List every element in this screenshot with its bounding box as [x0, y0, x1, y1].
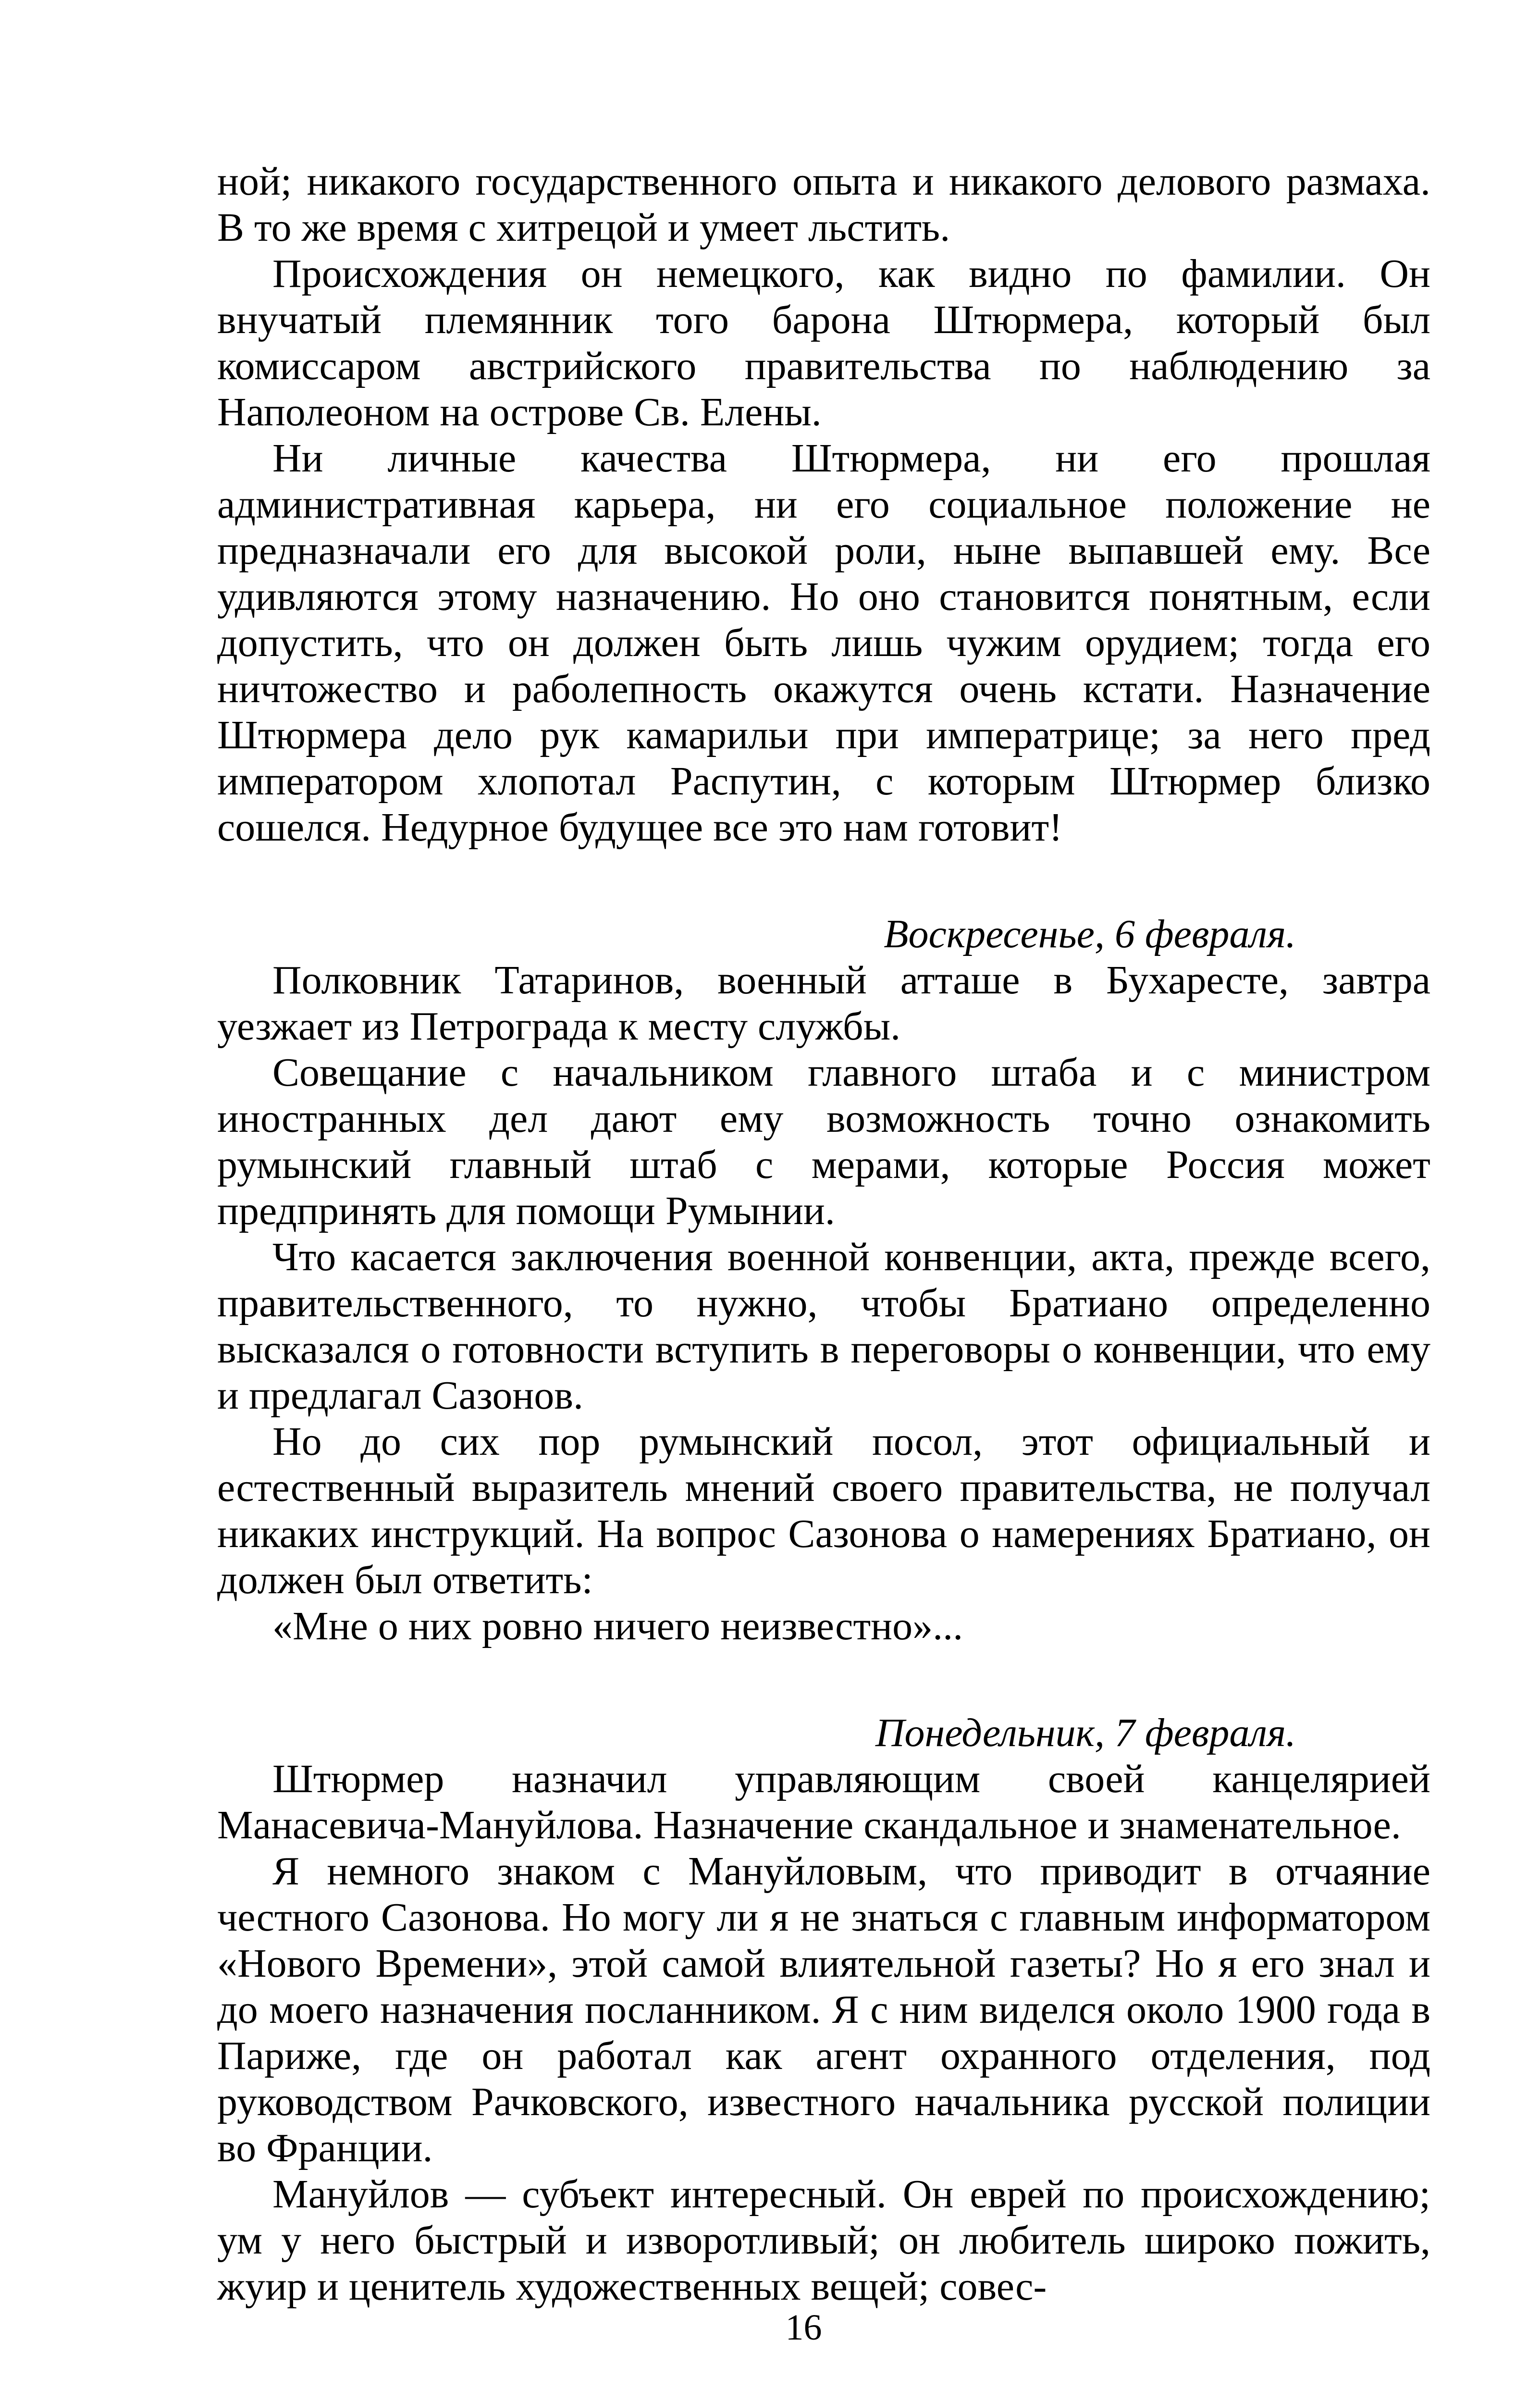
paragraph: ной; никакого государственного опыта и никакого делового размаха. В то же время с хитрецой и умеет льстить.: [217, 159, 1430, 250]
paragraph: Происхождения он немецкого, как видно по фамилии. Он внучатый племянник того барона Штюрмера, который был комиссаром австрийского правительства по наблюдению за Наполеоном на острове Св. Елены.: [217, 251, 1430, 434]
paragraph: Что касается заключения военной конвенции, акта, прежде всего, правительственного, то нужно, чтобы Братиано определенно высказался о готовности вступить в переговоры о конвенции, что ему и предлагал Сазонов.: [217, 1235, 1430, 1418]
paragraph: Я немного знаком с Мануйловым, что приводит в отчаяние честного Сазонова. Но могу ли я не знаться с главным информатором «Нового Времени», этой самой влиятельной газеты? Но я его знал и до моего назначения посланником. Я с ним виделся около 1900 года в Париже, где он работал как агент охранного отделения, под руководством Рачковского, известного начальника русской полиции во Франции.: [217, 1849, 1430, 2170]
paragraph: Полковник Татаринов, военный атташе в Бухаресте, завтра уезжает из Петрограда к месту службы.: [217, 958, 1430, 1049]
paragraph: Мануйлов — субъект интересный. Он еврей по происхождению; ум у него быстрый и изворотливый; он любитель широко пожить, жуир и ценитель художественных вещей; совес-: [217, 2172, 1430, 2309]
section-gap: [217, 1649, 1430, 1710]
section-gap: [217, 851, 1430, 911]
entry-date: Понедельник, 7 февраля.: [875, 1710, 1296, 1755]
paragraph: Штюрмер назначил управляющим своей канцелярией Манасевича-Мануйлова. Назначение скандальное и знаменательное.: [217, 1757, 1430, 1847]
paragraph: Но до сих пор румынский посол, этот официальный и естественный выразитель мнений своего правительства, не получал никаких инструкций. На вопрос Сазонова о намерениях Братиано, он должен был ответить:: [217, 1419, 1430, 1602]
page-number: 16: [785, 2307, 822, 2348]
entry-date: Воскресенье, 6 февраля.: [884, 912, 1296, 956]
paragraph: Ни личные качества Штюрмера, ни его прошлая административная карьера, ни его социальное положение не предназначали его для высокой роли, ныне выпавшей ему. Все удивляются этому назначению. Но оно становится понятным, если допустить, что он должен быть лишь чужим орудием; тогда его ничтожество и раболепность окажутся очень кстати. Назначение Штюрмера дело рук камарильи при императрице; за него пред императором хлопотал Распутин, с которым Штюрмер близко сошелся. Недурное будущее все это нам готовит!: [217, 436, 1430, 850]
paragraph: «Мне о них ровно ничего неизвестно»...: [272, 1604, 963, 1648]
page-body: [217, 159, 1430, 2310]
paragraph: Совещание с начальником главного штаба и с министром иностранных дел дают ему возможность точно ознакомить румынский главный штаб с мерами, которые Россия может предпринять для помощи Румынии.: [217, 1050, 1430, 1233]
